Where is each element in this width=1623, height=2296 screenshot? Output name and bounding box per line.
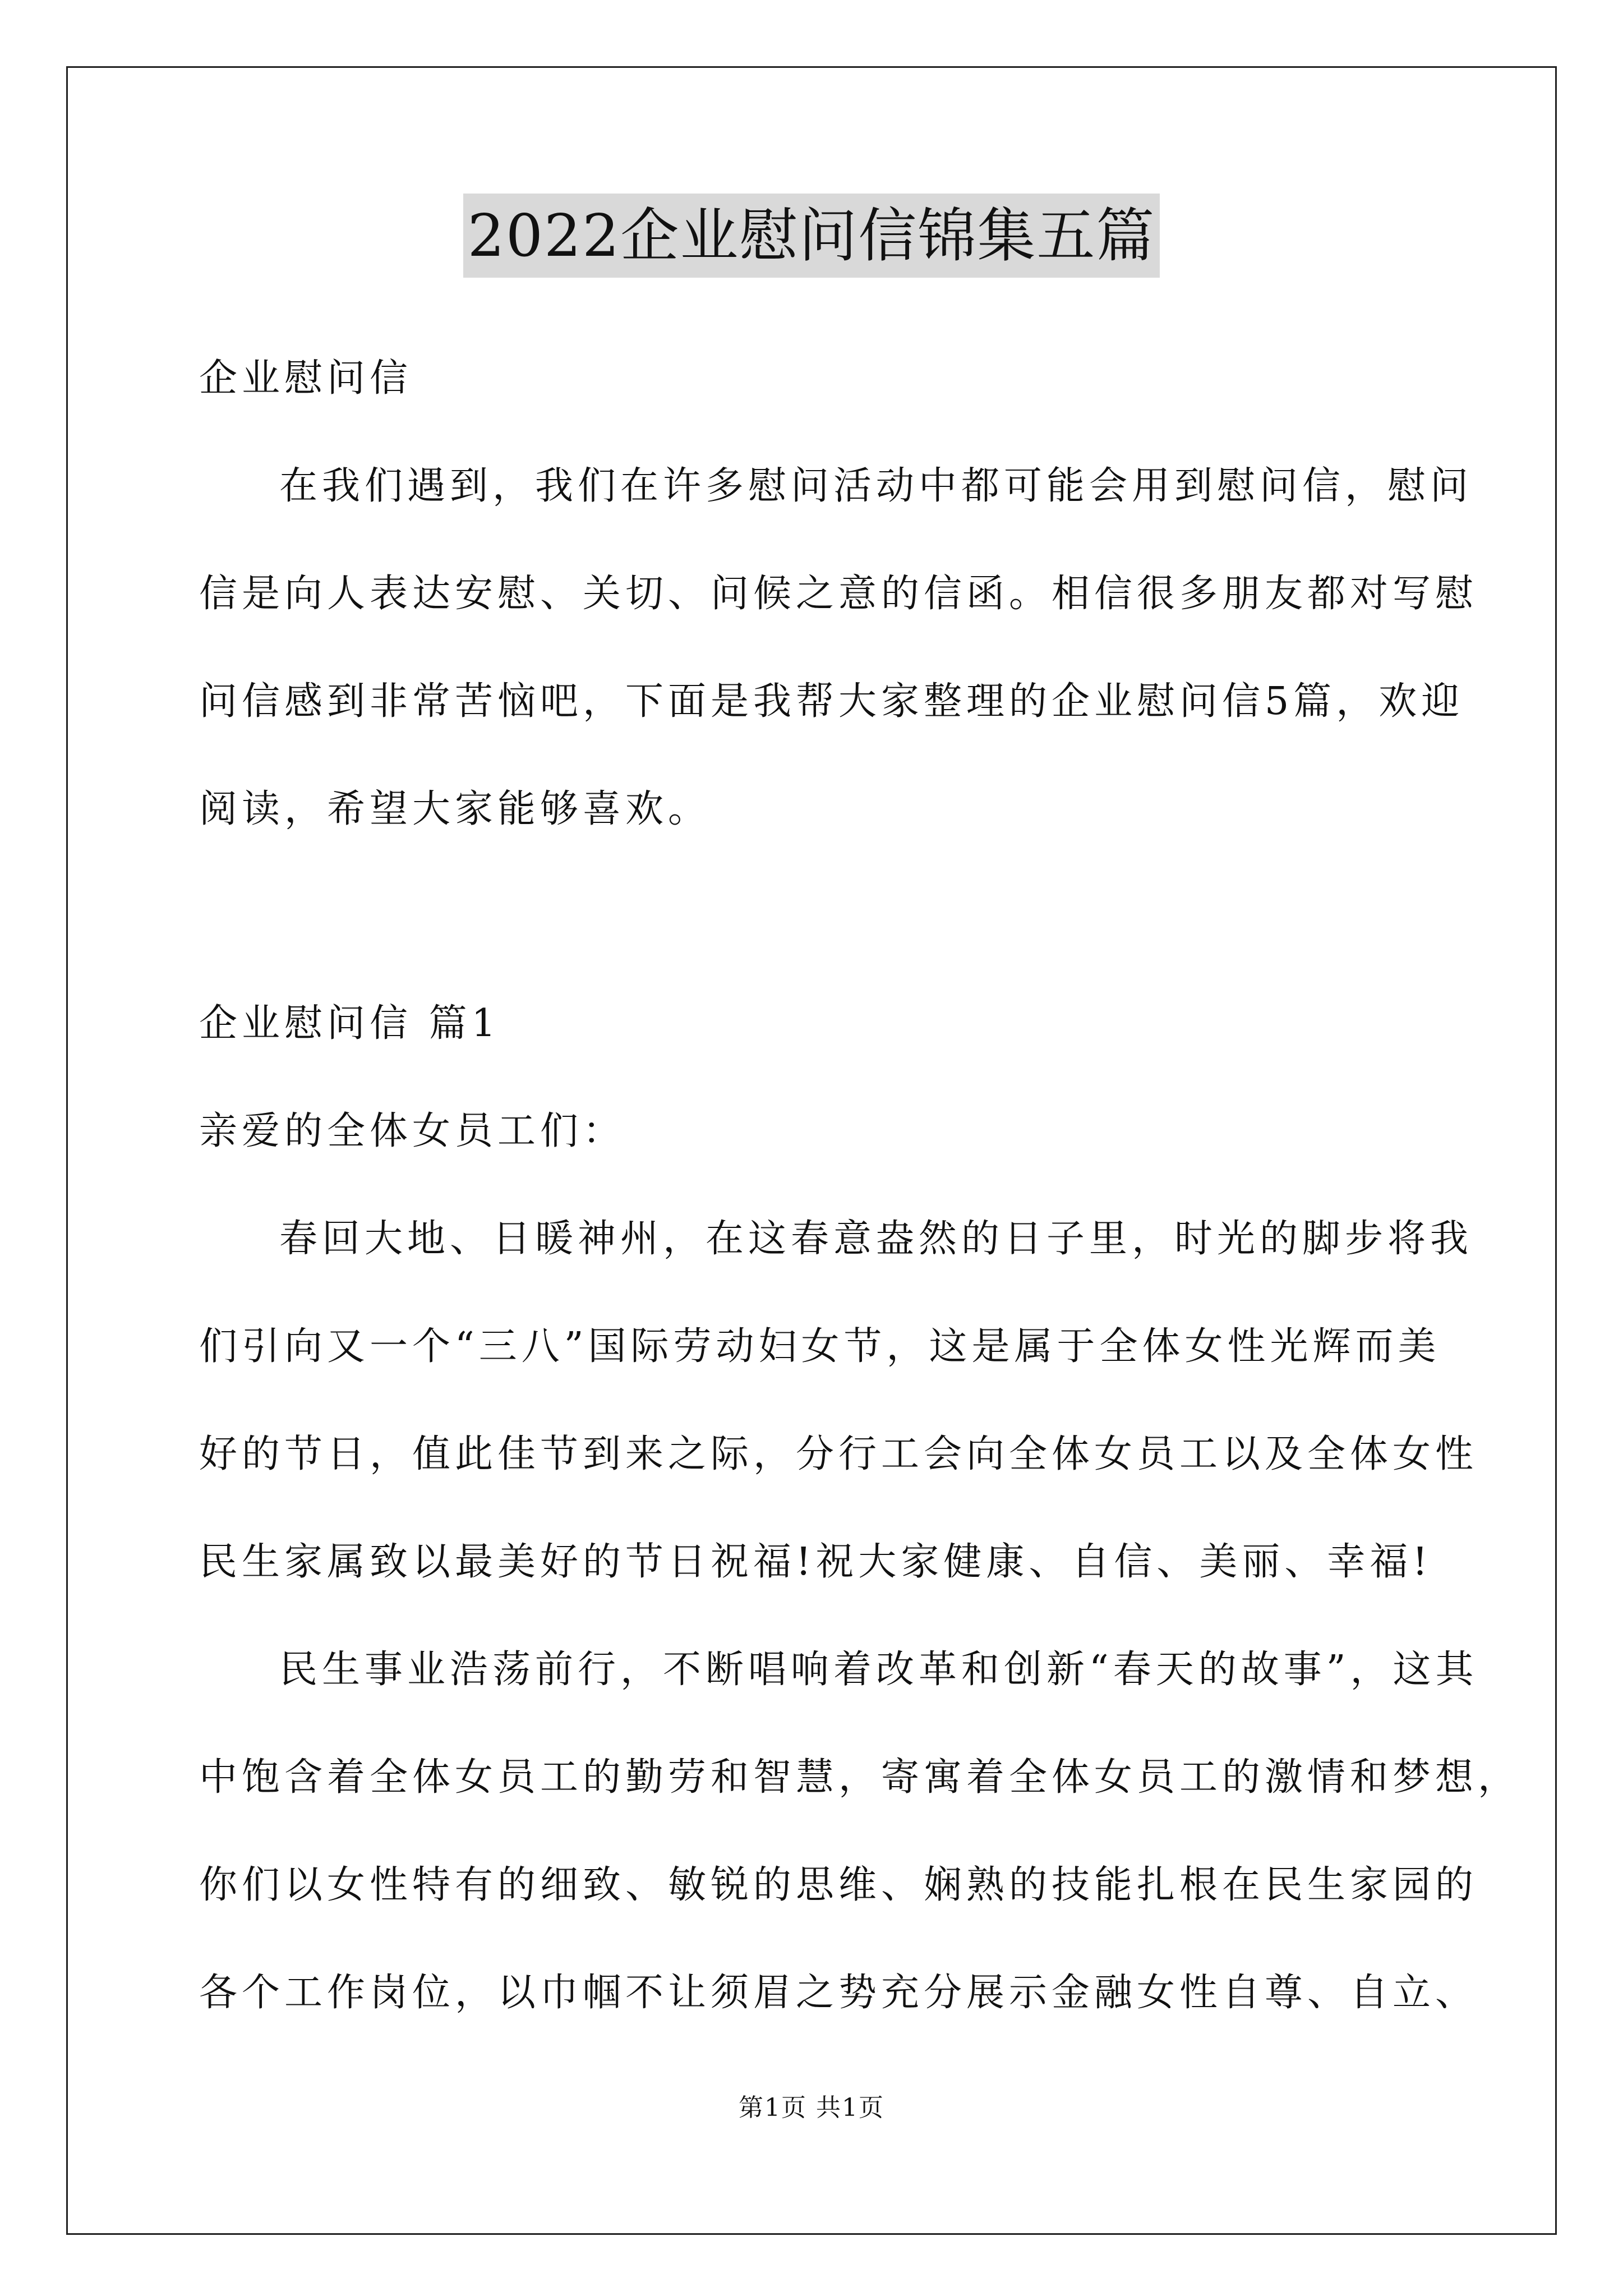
document-title: 2022企业慰问信锦集五篇 xyxy=(463,194,1160,278)
paragraph-line: 春回大地、日暖神州，在这春意盎然的日子里，时光的脚步将我 xyxy=(279,1217,1473,1261)
paragraph-line: 中饱含着全体女员工的勤劳和智慧，寄寓着全体女员工的激情和梦想， xyxy=(199,1755,1521,1800)
paragraph-line: 各个工作岗位，以巾帼不让须眉之势充分展示金融女性自尊、自立、 xyxy=(199,1971,1478,2015)
paragraph-line: 你们以女性特有的细致、敏锐的思维、娴熟的技能扎根在民生家园的 xyxy=(199,1863,1478,1907)
section-heading: 企业慰问信 篇1 xyxy=(199,1001,500,1046)
paragraph-line: 民生事业浩荡前行，不断唱响着改革和创新“春天的故事”，这其 xyxy=(279,1648,1478,1692)
page-footer: 第1页 共1页 xyxy=(739,2093,884,2122)
intro-line: 阅读，希望大家能够喜欢。 xyxy=(199,787,711,831)
intro-heading: 企业慰问信 xyxy=(199,356,413,401)
intro-line: 在我们遇到，我们在许多慰问活动中都可能会用到慰问信，慰问 xyxy=(279,464,1473,508)
paragraph-line: 好的节日，值此佳节到来之际，分行工会向全体女员工以及全体女性 xyxy=(199,1432,1478,1476)
title-wrapper xyxy=(0,194,1623,278)
intro-line: 信是向人表达安慰、关切、问候之意的信函。相信很多朋友都对写慰 xyxy=(199,572,1478,616)
intro-line: 问信感到非常苦恼吧，下面是我帮大家整理的企业慰问信5篇，欢迎 xyxy=(199,679,1464,724)
paragraph-line: 民生家属致以最美好的节日祝福!祝大家健康、自信、美丽、幸福! xyxy=(199,1540,1432,1584)
paragraph-line: 们引向又一个“三八”国际劳动妇女节，这是属于全体女性光辉而美 xyxy=(199,1324,1441,1369)
salutation: 亲爱的全体女员工们： xyxy=(199,1109,626,1153)
